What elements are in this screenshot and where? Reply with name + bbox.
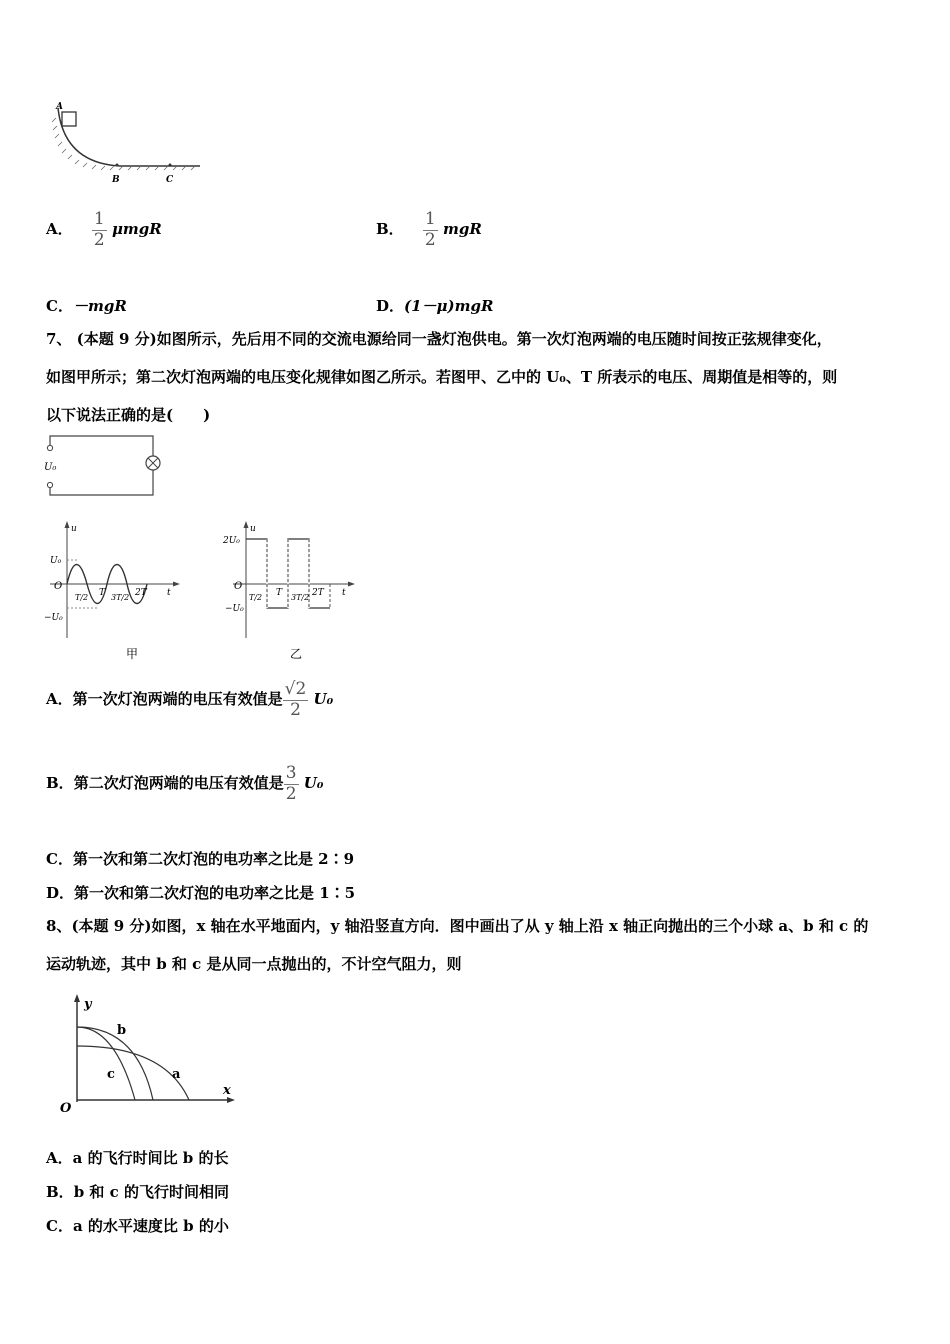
q7-circuit-figure [40,430,170,502]
q6-label-a: A [56,102,63,112]
q8-option-a[interactable]: A．a 的飞行时间比 b 的长 [46,1149,229,1167]
q6-option-b-fraction: $\frac{1}{2}$ [424,209,436,250]
q8-axis-y: y [84,997,92,1012]
q7-yi-axis-t: t [342,588,346,598]
q7-jia-tick-3t2: 3T/2 [111,593,130,602]
q7-option-d[interactable]: D．第一次和第二次灯泡的电功率之比是 1∶5 [46,884,356,902]
q8-origin: O [60,1101,72,1116]
q7-yi-tick-t2: T/2 [249,593,263,602]
q8-label-b: b [117,1023,127,1038]
trajectory-c [77,1027,135,1100]
q7-option-b-fraction: $\frac{3}{2}$ [285,763,297,804]
q7-option-a[interactable]: A．第一次灯泡两端的电压有效值是 $\frac{√2}{2}$ U₀ [46,679,334,720]
q6-label-c: C [166,175,174,185]
q7-jia-axis-t: t [167,588,171,598]
q7-jia-origin: O [54,581,63,592]
q6-block [62,112,76,126]
q6-option-d[interactable]: D．(1－μ)mgR [376,297,494,315]
q6-option-a[interactable]: A． $\frac{1}{2}$ μmgR [46,209,162,250]
trajectory-b [77,1027,153,1100]
q8-axis-x: x [223,1083,231,1098]
q7-jia-u-pos: U₀ [50,556,62,566]
q7-yi-u-pos: 2U₀ [223,536,240,546]
q7-stem-line1: 7、 (本题 9 分)如图所示，先后用不同的交流电源给同一盏灯泡供电。第一次灯泡两端的电压随时间按正弦规律变化， [46,330,832,348]
q7-option-c[interactable]: C．第一次和第二次灯泡的电功率之比是 2∶9 [46,850,355,868]
lamp-icon [146,456,160,470]
q7-yi-tick-t: T [276,588,283,598]
q7-jia-axis-u: u [71,524,77,534]
q6-option-a-fraction: $\frac{1}{2}$ [93,209,105,250]
q7-yi-axis-u: u [250,524,256,534]
q8-trajectory-figure [55,992,245,1122]
q7-yi-origin: O [234,581,243,592]
q8-label-c: c [107,1067,115,1082]
q8-stem-line2: 运动轨迹，其中 b 和 c 是从同一点抛出的，不计空气阻力，则 [46,955,462,973]
q6-option-c[interactable]: C．－mgR [46,297,127,315]
q7-yi-caption: 乙 [290,647,303,661]
q8-label-a: a [172,1067,181,1082]
q7-jia-tick-t: T [99,588,106,598]
q7-circuit-label: U₀ [44,462,57,473]
q8-option-b[interactable]: B．b 和 c 的飞行时间相同 [46,1183,229,1201]
q6-option-b[interactable]: B． $\frac{1}{2}$ mgR [376,209,482,250]
q7-jia-caption: 甲 [126,647,139,661]
q7-stem-line3: 以下说法正确的是( ) [46,406,211,424]
q7-jia-tick-t2: T/2 [75,593,89,602]
q7-graph-yi [215,518,365,668]
q7-yi-u-neg: −U₀ [225,604,244,614]
q7-option-b[interactable]: B．第二次灯泡两端的电压有效值是 $\frac{3}{2}$ U₀ [46,763,324,804]
q7-number: 7、 [46,330,72,348]
q7-jia-tick-2t: 2T [135,588,147,598]
q7-option-a-fraction: $\frac{√2}{2}$ [284,679,307,720]
q7-yi-tick-3t2: 3T/2 [291,593,310,602]
q7-yi-tick-2t: 2T [312,588,324,598]
q8-number: 8、 [46,917,72,935]
q6-label-b: B [112,175,120,185]
q8-option-c[interactable]: C．a 的水平速度比 b 的小 [46,1217,229,1235]
q7-stem-line2: 如图甲所示；第二次灯泡两端的电压变化规律如图乙所示。若图甲、乙中的 U₀、T 所表示的电压、周期值是相等的，则 [46,368,838,386]
q7-jia-u-neg: −U₀ [44,613,63,623]
q6-track-figure [50,98,210,188]
q7-graph-jia [40,518,190,668]
q8-stem-line1: 8、(本题 9 分)如图，x 轴在水平地面内，y 轴沿竖直方向．图中画出了从 y 轴上沿 x 轴正向抛出的三个小球 a、b 和 c 的 [46,917,869,935]
